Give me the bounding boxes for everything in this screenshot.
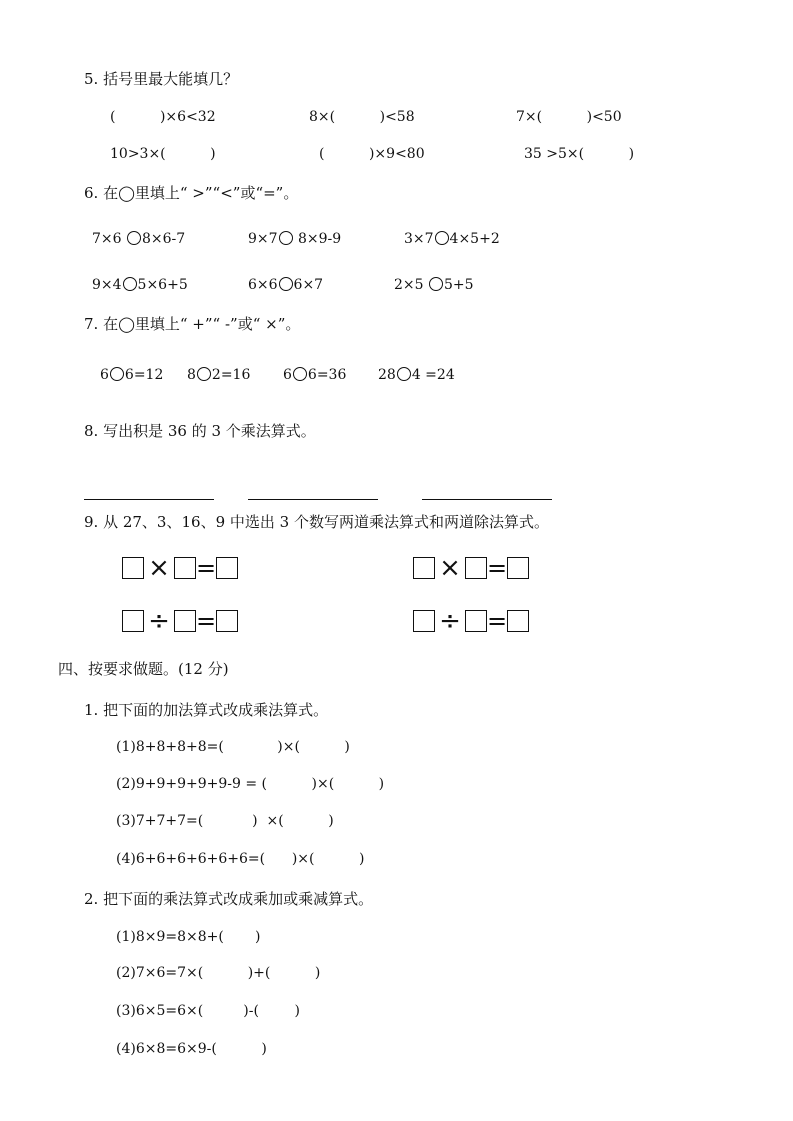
equals-sign: =	[487, 607, 508, 635]
q7-title: 7. 在◯里填上“ +”“ -”或“ ×”。	[84, 315, 301, 333]
q6-expr: 6×6 6×7	[248, 277, 324, 293]
s1-item-1: (1)8+8+8+8=( )×( )	[116, 739, 350, 755]
q7-expr: 6 6=36	[283, 367, 347, 383]
s1-item-2: (2)9+9+9+9+9-9 = ( )×( )	[116, 776, 385, 792]
times-sign: ×	[439, 553, 461, 583]
q8-title: 8. 写出积是 36 的 3 个乘法算式。	[84, 422, 316, 440]
q5-item-6: 35 >5×( )	[524, 146, 635, 162]
q5-item-1: ( )×6<32	[110, 109, 216, 125]
answer-box[interactable]	[216, 557, 238, 579]
s2-item-1: (1)8×9=8×8+( )	[116, 929, 261, 945]
q7-expr: 6 6=12	[100, 367, 164, 383]
answer-box[interactable]	[413, 610, 435, 632]
multiplication-equation	[122, 555, 238, 581]
q7-expr: 28 4 =24	[378, 367, 455, 383]
answer-box[interactable]	[216, 610, 238, 632]
answer-line[interactable]	[248, 499, 378, 500]
blank-circle[interactable]	[279, 277, 293, 291]
blank-circle[interactable]	[293, 367, 307, 381]
division-equation	[413, 608, 529, 634]
s2-item-3: (3)6×5=6×( )-( )	[116, 1003, 300, 1019]
division-equation	[122, 608, 238, 634]
q5-item-3: 7×( )<50	[516, 109, 622, 125]
answer-box[interactable]	[122, 557, 144, 579]
answer-box[interactable]	[465, 557, 487, 579]
s1-item-4: (4)6+6+6+6+6+6=( )×( )	[116, 851, 365, 867]
answer-box[interactable]	[413, 557, 435, 579]
blank-circle[interactable]	[197, 367, 211, 381]
q6-expr: 9×7 8×9-9	[248, 231, 342, 247]
answer-line[interactable]	[422, 499, 552, 500]
s2-item-4: (4)6×8=6×9-( )	[116, 1041, 267, 1057]
answer-box[interactable]	[174, 610, 196, 632]
q6-expr: 3×7 4×5+2	[404, 231, 500, 247]
q6-expr: 7×6 8×6-7	[92, 231, 186, 247]
answer-box[interactable]	[122, 610, 144, 632]
answer-box[interactable]	[507, 610, 529, 632]
blank-circle[interactable]	[123, 277, 137, 291]
s1-title: 1. 把下面的加法算式改成乘法算式。	[84, 701, 329, 719]
answer-box[interactable]	[465, 610, 487, 632]
blank-circle[interactable]	[279, 231, 293, 245]
blank-circle[interactable]	[429, 277, 443, 291]
q7-expr: 8 2=16	[187, 367, 251, 383]
multiplication-equation	[413, 555, 529, 581]
equals-sign: =	[487, 554, 508, 582]
equals-sign: =	[196, 607, 217, 635]
divide-sign: ÷	[148, 606, 170, 636]
q5-item-2: 8×( )<58	[309, 109, 415, 125]
s1-item-3: (3)7+7+7=( ) ×( )	[116, 813, 334, 829]
s2-item-2: (2)7×6=7×( )+( )	[116, 965, 321, 981]
q6-expr: 2×5 5+5	[394, 277, 474, 293]
section-4-title: 四、按要求做题。(12 分)	[58, 660, 229, 678]
blank-circle[interactable]	[435, 231, 449, 245]
s2-title: 2. 把下面的乘法算式改成乘加或乘减算式。	[84, 890, 374, 908]
q9-title: 9. 从 27、3、16、9 中选出 3 个数写两道乘法算式和两道除法算式。	[84, 513, 549, 531]
answer-box[interactable]	[507, 557, 529, 579]
blank-circle[interactable]	[397, 367, 411, 381]
blank-circle[interactable]	[127, 231, 141, 245]
answer-box[interactable]	[174, 557, 196, 579]
q6-expr: 9×4 5×6+5	[92, 277, 188, 293]
times-sign: ×	[148, 553, 170, 583]
answer-line[interactable]	[84, 499, 214, 500]
q5-item-4: 10>3×( )	[110, 146, 216, 162]
divide-sign: ÷	[439, 606, 461, 636]
blank-circle[interactable]	[110, 367, 124, 381]
q5-item-5: ( )×9<80	[319, 146, 425, 162]
equals-sign: =	[196, 554, 217, 582]
q6-title: 6. 在◯里填上“ >”“<”或“=”。	[84, 184, 299, 202]
q5-title: 5. 括号里最大能填几？	[84, 70, 239, 88]
